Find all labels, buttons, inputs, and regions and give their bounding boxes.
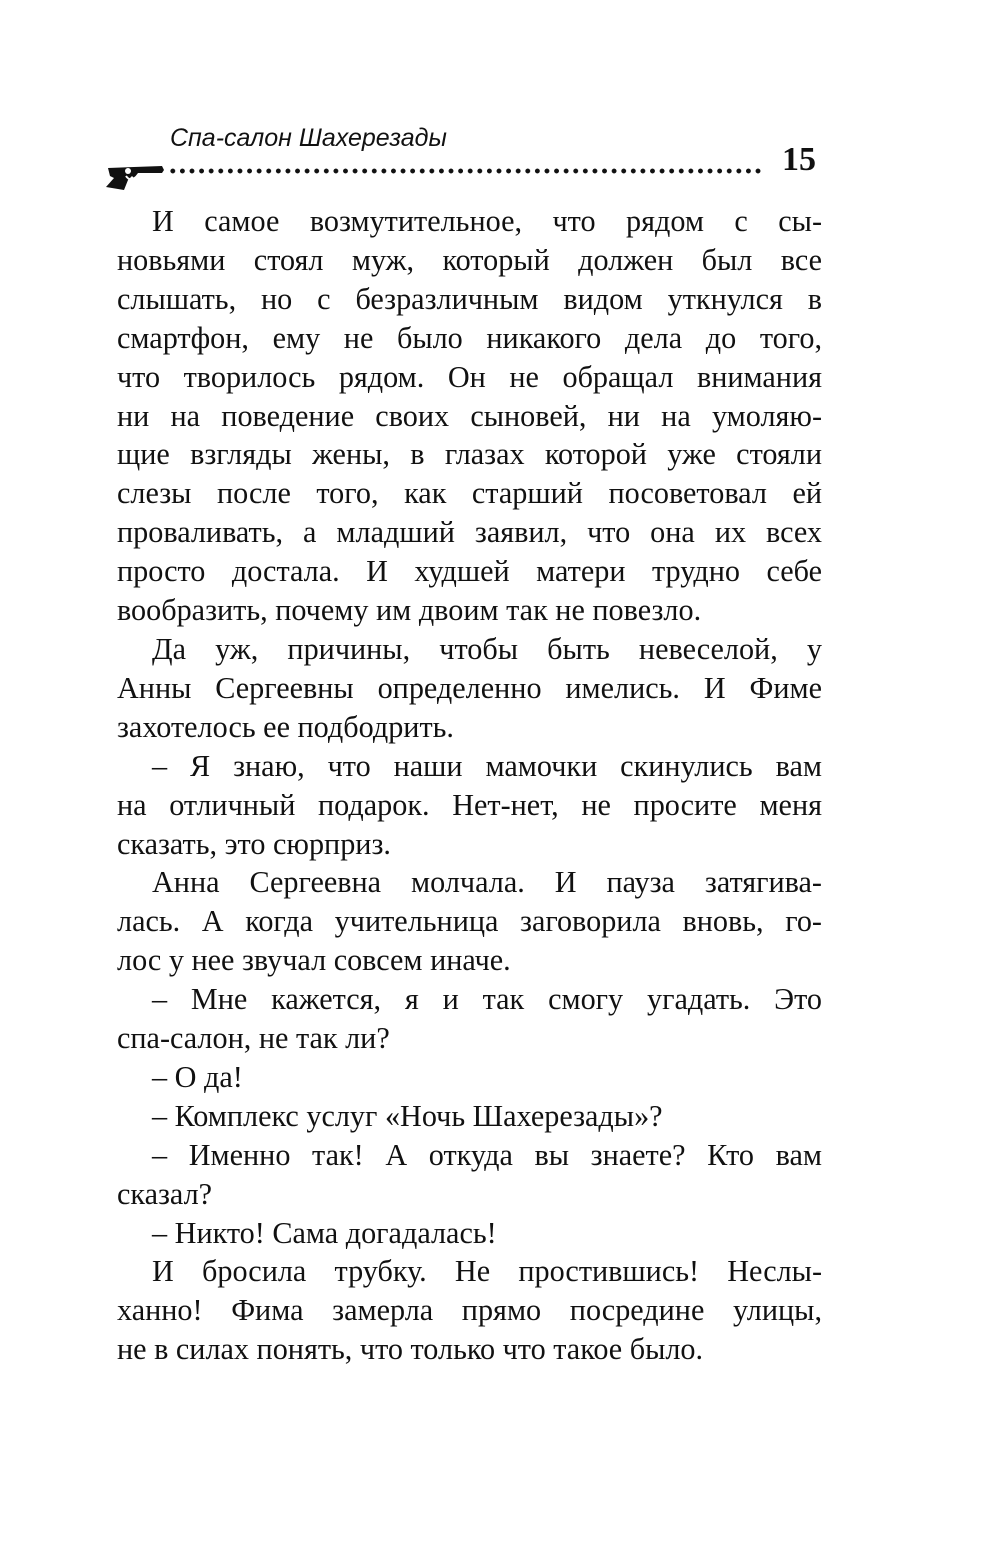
text-line: И самое возмутительное, что рядом с сы-: [152, 204, 822, 238]
text-line: – Именно так! А откуда вы знаете? Кто вам: [152, 1137, 822, 1172]
pistol-icon: [104, 154, 166, 192]
text-line: Анны Сергеевны определенно имелись. И Фиме: [117, 670, 822, 705]
text-line: Да уж, причины, чтобы быть невеселой, у: [152, 631, 822, 666]
page-number: 15: [782, 141, 816, 178]
text-line: лась. А когда учительница заговорила вновь, го-: [117, 904, 822, 939]
text-line: ханно! Фима замерла прямо посредине улицы,: [117, 1293, 822, 1328]
paragraph: [117, 202, 822, 630]
text-line: ни на поведение своих сыновей, ни на умоляю-: [117, 398, 822, 433]
text-line: проваливать, а младший заявил, что она их всех: [117, 515, 822, 550]
text-line: спа-салон, не так ли?: [117, 1021, 390, 1056]
text-line: Анна Сергеевна молчала. И пауза затягива-: [152, 865, 822, 900]
text-line: захотелось ее подбодрить.: [117, 709, 454, 744]
paragraph: [117, 1058, 822, 1097]
paragraph: [117, 1097, 822, 1136]
body-text: [117, 202, 822, 1369]
text-line: слезы после того, как старший посоветовал ей: [117, 476, 822, 511]
paragraph: [117, 630, 822, 747]
text-line: – Никто! Сама догадалась!: [152, 1215, 497, 1250]
text-line: вообразить, почему им двоим так не повезло.: [117, 593, 702, 628]
running-title: Спа-салон Шахерезады: [170, 124, 447, 152]
text-line: щие взгляды жены, в глазах которой уже стояли: [117, 437, 822, 472]
text-line: просто достала. И худшей матери трудно себе: [117, 554, 822, 589]
text-line: И бросила трубку. Не простившись! Неслы-: [152, 1254, 822, 1289]
text-line: что творилось рядом. Он не обращал внимания: [117, 359, 822, 394]
text-line: – Я знаю, что наши мамочки скинулись вам: [152, 748, 822, 783]
text-line: – Мне кажется, я и так смогу угадать. Это: [152, 982, 822, 1017]
text-line: не в силах понять, что только что такое было.: [117, 1332, 704, 1367]
paragraph: [117, 1252, 822, 1369]
paragraph: [117, 980, 822, 1058]
text-line: на отличный подарок. Нет-нет, не просите меня: [117, 787, 822, 822]
text-line: сказать, это сюрприз.: [117, 826, 391, 861]
text-line: смартфон, ему не было никакого дела до того,: [117, 320, 822, 355]
text-line: слышать, но с безразличным видом уткнулся в: [117, 281, 822, 316]
paragraph: [117, 1136, 822, 1214]
paragraph: [117, 1214, 822, 1253]
text-line: новьями стоял муж, который должен был все: [117, 242, 822, 277]
dotted-leader: [168, 168, 764, 174]
text-line: лос у нее звучал совсем иначе.: [117, 943, 511, 978]
paragraph: [117, 747, 822, 864]
text-line: – Комплекс услуг «Ночь Шахерезады»?: [152, 1098, 663, 1133]
page-header: [0, 0, 1000, 200]
text-line: сказал?: [117, 1176, 213, 1211]
paragraph: [117, 863, 822, 980]
text-line: – О да!: [152, 1059, 243, 1094]
